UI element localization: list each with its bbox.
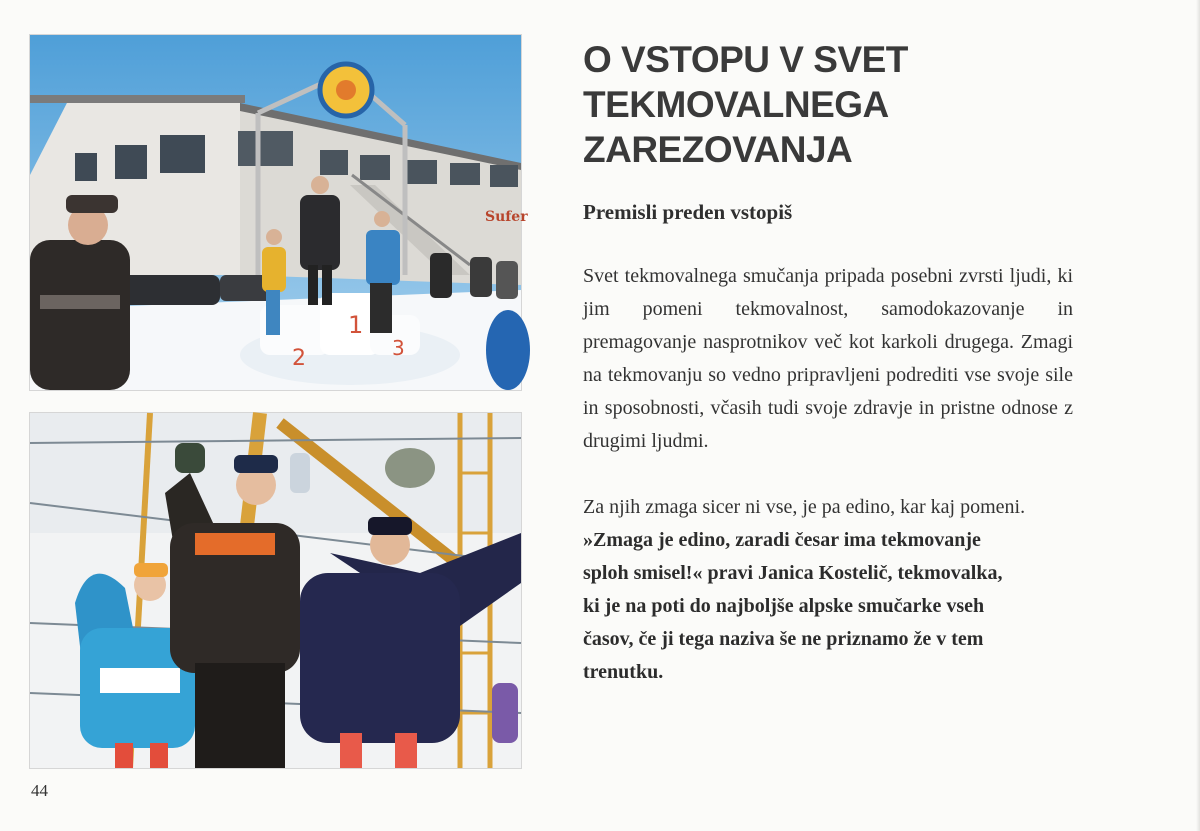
paragraph-2: Za njih zmaga sicer ni vse, je pa edino, kar kaj pomeni. xyxy=(583,496,1026,518)
celebration-photo xyxy=(30,413,521,768)
page-number: 44 xyxy=(31,781,48,800)
quote-line: sploh smisel!« pravi Janica Kostelič, tekmovalka, xyxy=(583,562,1003,584)
article-subtitle: Premisli preden vstopiš xyxy=(583,200,793,224)
photo-ski-lodge-podium xyxy=(30,35,528,390)
article-column xyxy=(583,37,1073,689)
podium-number-3: 3 xyxy=(392,336,405,360)
paragraph-1: Svet tekmovalnega smučanja pripada posebni zvrsti ljudi, ki jim pomeni tekmovalnost, samodokazovanje in premagovanje nasprotnikov več kot karkoli drugega. Zmagi na tekmovanju so vedno pripravljeni podrediti vse svoje sile in sposobnosti, včasih tudi svoje zdravje in pristne odnose z drugimi ljudmi. xyxy=(583,265,1073,452)
podium-number-2: 2 xyxy=(292,346,306,371)
title-line: ZAREZOVANJA xyxy=(583,129,853,170)
quote-line: časov, če ji tega naziva še ne priznamo že v tem xyxy=(583,628,984,650)
quote-line: »Zmaga je edino, zaradi česar ima tekmovanje xyxy=(583,529,981,551)
ski-lodge-photo xyxy=(30,35,528,390)
quote-line: trenutku. xyxy=(583,661,664,683)
podium-number-1: 1 xyxy=(348,311,364,339)
lodge-sign-text: Sufer xyxy=(485,209,528,225)
title-line: TEKMOVALNEGA xyxy=(583,84,889,125)
quote-line: ki je na poti do najboljše alpske smučarke vseh xyxy=(583,595,985,617)
title-line: O VSTOPU V SVET xyxy=(583,39,908,80)
photo-celebrating-skiers xyxy=(30,413,521,768)
article-title xyxy=(583,37,1073,172)
page-edge-shadow xyxy=(1196,0,1200,831)
